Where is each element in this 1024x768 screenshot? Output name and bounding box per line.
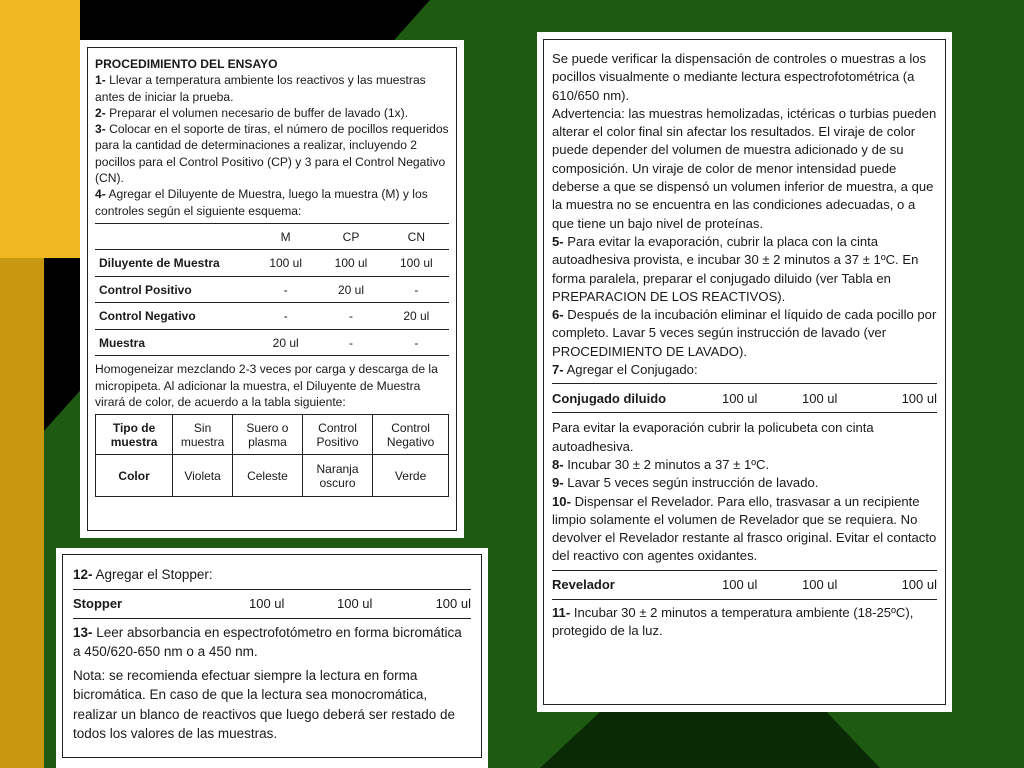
conjugate-row: Conjugado diluido 100 ul 100 ul 100 ul	[552, 383, 937, 413]
table-row: Control Positivo - 20 ul -	[95, 276, 449, 303]
stopper-row: Stopper 100 ul 100 ul 100 ul	[73, 589, 471, 619]
gold-lower-bar	[0, 258, 44, 768]
note-text: Nota: se recomienda efectuar siempre la lectura en forma bicromática. En caso de que la lectura sea monocromática, realizar un blanco de reactivos que luego deberá ser restado de todos los valores de las muestras.	[73, 667, 455, 741]
step-12: 12- Agregar el Stopper:	[73, 567, 213, 582]
color-table	[95, 414, 449, 497]
step-1: 1- Llevar a temperatura ambiente los reactivos y las muestras antes de iniciar la prueba.	[95, 73, 426, 104]
step-11: 11- Incubar 30 ± 2 minutos a temperatura ambiente (18-25ºC), protegido de la luz.	[552, 604, 914, 639]
panel-final-steps	[56, 548, 488, 768]
warning-text: Advertencia: las muestras hemolizadas, ictéricas o turbias pueden alterar el color final sin afectar los resultados. El viraje de color puede depender del volumen de muestra adicionado y de su composición. Un viraje de color de menor intensidad puede deberse a que se dispensó un volumen inferior de muestra, a que la muestra no se encuentra en las condiciones adecuadas, o a que tiene un bajo nivel de proteínas.	[552, 105, 937, 231]
gold-top-block	[0, 0, 80, 258]
step-8: 8- Incubar 30 ± 2 minutos a 37 ± 1ºC.	[552, 456, 770, 472]
panel-procedure	[80, 40, 464, 538]
step-3: 3- Colocar en el soporte de tiras, el número de pocillos requeridos para la cantidad de determinaciones a realizar, incluyendo 2 pocillos para el Control Positivo (CP) y 3 para el Control Negativo (CN).	[95, 122, 449, 186]
step-4: 4- Agregar el Diluyente de Muestra, luego la muestra (M) y los controles según el siguiente esquema:	[95, 187, 428, 218]
step-2: 2- Preparar el volumen necesario de buffer de lavado (1x).	[95, 105, 409, 120]
table-row: Muestra 20 ul - -	[95, 329, 449, 356]
scheme-table	[95, 223, 449, 357]
table-header-row: M CP CN	[95, 223, 449, 250]
table-row: Diluyente de Muestra 100 ul 100 ul 100 ul	[95, 250, 449, 277]
step-5: 5- Para evitar la evaporación, cubrir la placa con la cinta autoadhesiva provista, e incubar 30 ± 2 minutos a 37 ± 1ºC. En forma paralela, preparar el conjugado diluido (ver Tabla en PREPARACION DE LOS REACTIVOS).	[552, 233, 919, 304]
procedure-title: PROCEDIMIENTO DEL ENSAYO	[95, 57, 278, 71]
step-6: 6- Después de la incubación eliminar el líquido de cada pocillo por completo. Lavar 5 veces según instrucción de lavado (ver PROCEDIMIENTO DE LAVADO).	[552, 307, 937, 359]
evaporation-text: Para evitar la evaporación cubrir la policubeta con cinta autoadhesiva.	[552, 420, 874, 454]
step-7: 7- Agregar el Conjugado:	[552, 362, 698, 378]
panel-continuation	[537, 32, 952, 712]
developer-row: Revelador 100 ul 100 ul 100 ul	[552, 570, 937, 600]
procedure-text	[95, 56, 449, 219]
homogenize-text: Homogeneizar mezclando 2-3 veces por carga y descarga de la micropipeta. Al adicionar la muestra, el Diluyente de Muestra virará de color, de acuerdo a la tabla siguiente:	[95, 362, 438, 410]
table-row: Tipo de muestra Sin muestra Suero o plasma Control Positivo Control Negativo	[96, 415, 449, 455]
step-10: 10- Dispensar el Revelador. Para ello, trasvasar a un recipiente limpio solamente el volumen de Revelador que se requiera. No devolver el Revelador restante al frasco original. Evitar el contacto del reactivo con agentes oxidantes.	[552, 493, 937, 564]
table-row: Control Negativo - - 20 ul	[95, 303, 449, 330]
verify-text: Se puede verificar la dispensación de controles o muestras a los pocillos visualmente o mediante lectura espectrofotométrica (a 610/650 nm).	[552, 51, 927, 103]
step-9: 9- Lavar 5 veces según instrucción de lavado.	[552, 475, 819, 491]
step-13: 13- Leer absorbancia en espectrofotómetro en forma bicromática a 450/620-650 nm o a 450 nm.	[73, 624, 462, 659]
table-row: Color Violeta Celeste Naranja oscuro Verde	[96, 455, 449, 497]
